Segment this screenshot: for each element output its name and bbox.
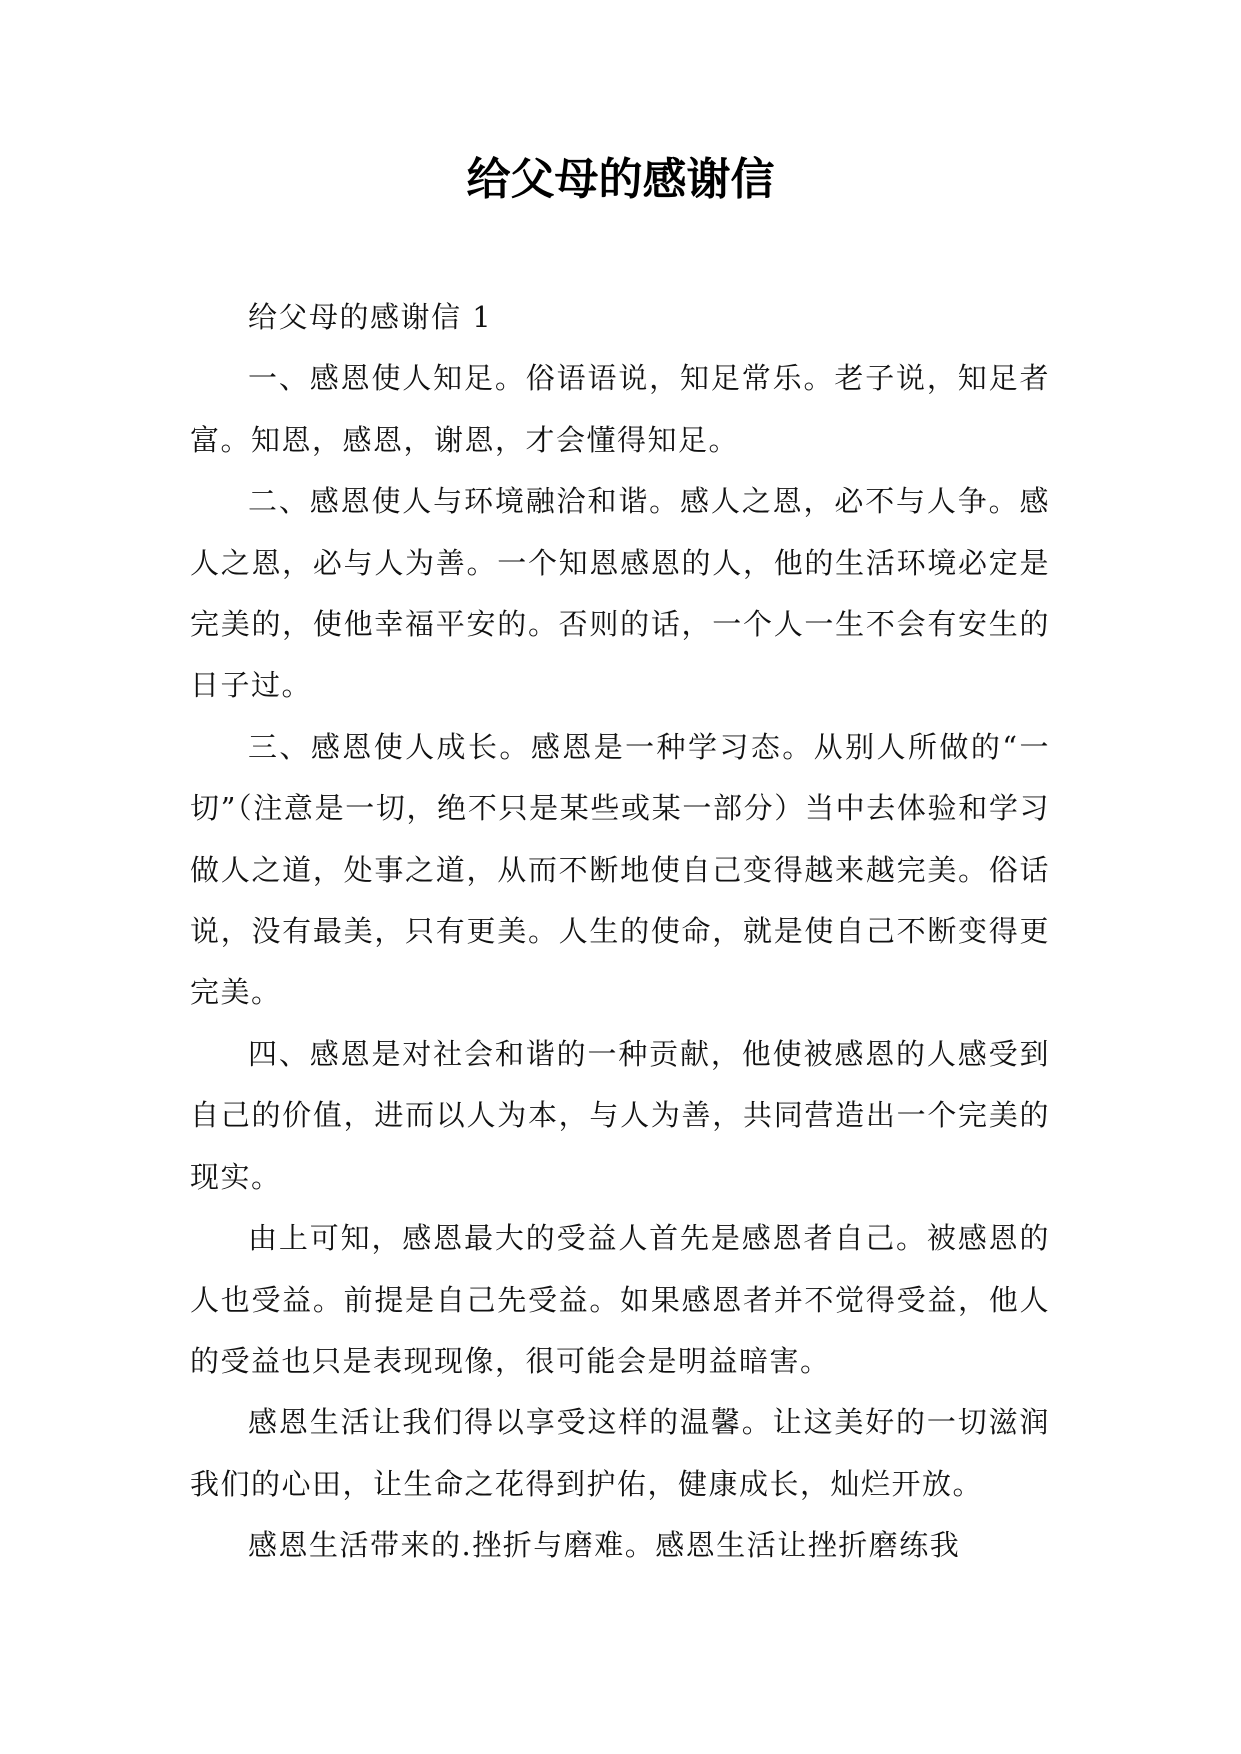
section-heading: 给父母的感谢信 1 <box>248 300 493 334</box>
document-body <box>190 287 1050 1577</box>
paragraph-5: 由上可知，感恩最大的受益人首先是感恩者自己。被感恩的人也受益。前提是自己先受益。如果感恩者并不觉得受益，他人的受益也只是表现现像，很可能会是明益暗害。 <box>190 1221 1050 1378</box>
paragraph-6: 感恩生活让我们得以享受这样的温馨。让这美好的一切滋润我们的心田，让生命之花得到护佑，健康成长，灿烂开放。 <box>190 1405 1050 1501</box>
document-title: 给父母的感谢信 <box>466 154 775 205</box>
paragraph-7: 感恩生活带来的.挫折与磨难。感恩生活让挫折磨练我 <box>248 1528 961 1563</box>
paragraph-3: 三、感恩使人成长。感恩是一种学习态。从别人所做的“一切”（注意是一切，绝不只是某些或某一部分）当中去体验和学习做人之道，处事之道，从而不断地使自己变得越来越完美。俗话说，没有最美，只有更美。人生的使命，就是使自己不断变得更完美。 <box>190 729 1050 1010</box>
paragraph-2: 二、感恩使人与环境融洽和谐。感人之恩，必不与人争。感人之恩，必与人为善。一个知恩感恩的人，他的生活环境必定是完美的，使他幸福平安的。否则的话，一个人一生不会有安生的日子过。 <box>190 484 1050 703</box>
paragraph-4: 四、感恩是对社会和谐的一种贡献，他使被感恩的人感受到自己的价值，进而以人为本，与人为善，共同营造出一个完美的现实。 <box>190 1036 1050 1194</box>
paragraph-1: 一、感恩使人知足。俗语语说，知足常乐。老子说，知足者富。知恩，感恩，谢恩，才会懂得知足。 <box>190 361 1050 457</box>
